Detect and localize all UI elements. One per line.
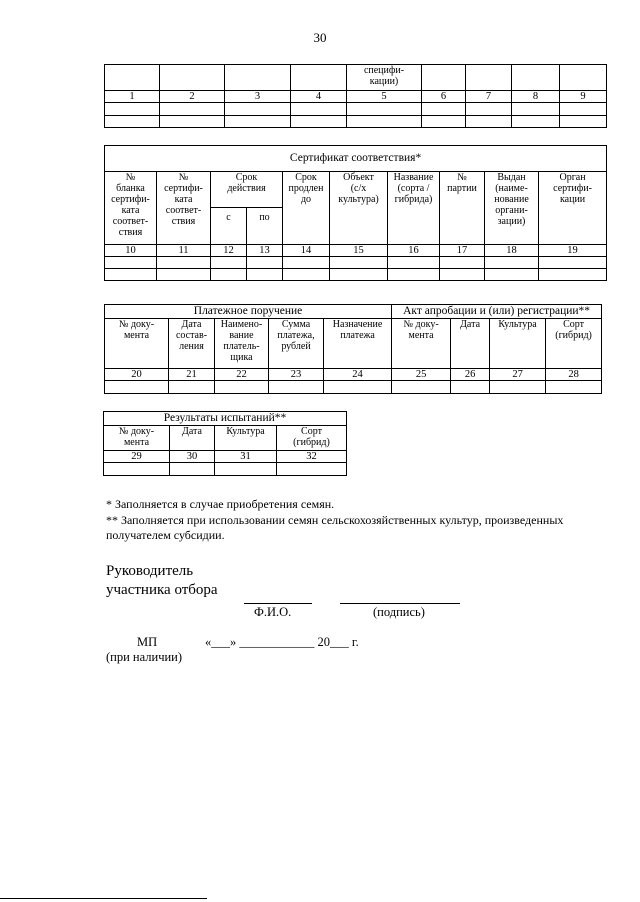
- fio-label: Ф.И.О.: [254, 605, 292, 619]
- col-number: 13: [247, 245, 283, 257]
- col-number: 2: [160, 91, 225, 103]
- fio-underline: [244, 603, 312, 604]
- header-specification-tail: специфи- кации): [347, 65, 422, 91]
- table-test-results: [103, 411, 347, 476]
- header-certificate-number: № сертифи- ката соответ- ствия: [157, 172, 211, 245]
- col-number: 21: [169, 369, 215, 381]
- table-certificate: [104, 145, 607, 281]
- header-test-crop: Культура: [215, 426, 277, 451]
- page-bottom-rule: [0, 898, 207, 899]
- col-number: 19: [539, 245, 607, 257]
- table-row: [105, 257, 607, 269]
- table-row: [105, 116, 607, 128]
- header-test-doc-number: № доку- мента: [104, 426, 170, 451]
- table-row: [104, 463, 347, 476]
- header-validity-from: с: [211, 208, 247, 245]
- header-act-doc-number: № доку- мента: [392, 319, 451, 369]
- header-object: Объект (с/х культура): [330, 172, 388, 245]
- col-number: 11: [157, 245, 211, 257]
- signature-title-line1: Руководитель: [106, 563, 194, 579]
- stamp-note: (при наличии): [106, 650, 183, 664]
- col-number: 20: [105, 369, 169, 381]
- col-number: 14: [283, 245, 330, 257]
- header-act-crop: Культура: [490, 319, 546, 369]
- certificate-table-title: Сертификат соответствия*: [105, 146, 607, 172]
- col-number: 15: [330, 245, 388, 257]
- col-number: 27: [490, 369, 546, 381]
- header-validity-period: Срок действия: [211, 172, 283, 208]
- header-payer-name: Наимено- вание платель- щика: [215, 319, 269, 369]
- col-number: 8: [512, 91, 560, 103]
- header-blank-number: № бланка сертифи- ката соответ- ствия: [105, 172, 157, 245]
- col-number: 5: [347, 91, 422, 103]
- col-number: 32: [277, 451, 347, 463]
- col-number: 18: [485, 245, 539, 257]
- col-number: 25: [392, 369, 451, 381]
- signature-underline: [340, 603, 460, 604]
- header-payment-amount: Сумма платежа, рублей: [269, 319, 324, 369]
- col-number: 3: [225, 91, 291, 103]
- col-number: 9: [560, 91, 607, 103]
- col-number: 7: [466, 91, 512, 103]
- header-act-variety: Сорт (гибрид): [546, 319, 602, 369]
- table-row: [105, 269, 607, 281]
- col-number: 28: [546, 369, 602, 381]
- col-number: 30: [170, 451, 215, 463]
- col-number: 26: [451, 369, 490, 381]
- col-number: 1: [105, 91, 160, 103]
- col-number: 12: [211, 245, 247, 257]
- table-row: [105, 381, 602, 394]
- col-number: 10: [105, 245, 157, 257]
- col-number: 29: [104, 451, 170, 463]
- date-line: «___» ____________ 20___ г.: [205, 635, 359, 649]
- header-issued-by: Выдан (наиме- нование органи- зации): [485, 172, 539, 245]
- table-payment-and-approbation: [104, 304, 602, 394]
- header-payment-date: Дата состав- ления: [169, 319, 215, 369]
- signature-label: (подпись): [373, 605, 425, 619]
- footnote-single-asterisk: * Заполняется в случае приобретения семян.: [106, 497, 335, 511]
- payment-order-title: Платежное поручение: [105, 305, 392, 319]
- approbation-act-title: Акт апробации и (или) регистрации**: [392, 305, 602, 319]
- header-payment-purpose: Назначение платежа: [324, 319, 392, 369]
- col-number: 4: [291, 91, 347, 103]
- header-act-date: Дата: [451, 319, 490, 369]
- header-test-variety: Сорт (гибрид): [277, 426, 347, 451]
- col-number: 6: [422, 91, 466, 103]
- col-number: 17: [440, 245, 485, 257]
- header-payment-doc-number: № доку- мента: [105, 319, 169, 369]
- header-extended-until: Срок продлен до: [283, 172, 330, 245]
- stamp-label: МП: [137, 635, 158, 649]
- page-number: 30: [313, 30, 327, 45]
- footnote-double-asterisk: ** Заполняется при использовании семян сельскохозяйственных культур, произведенных получателем субсидии.: [106, 513, 564, 542]
- table-row: [105, 103, 607, 116]
- header-validity-to: по: [247, 208, 283, 245]
- col-number: 31: [215, 451, 277, 463]
- header-test-date: Дата: [170, 426, 215, 451]
- col-number: 24: [324, 369, 392, 381]
- header-certification-body: Орган сертифи- кации: [539, 172, 607, 245]
- col-number: 22: [215, 369, 269, 381]
- col-number: 23: [269, 369, 324, 381]
- table-specification-continuation: [104, 64, 607, 128]
- col-number: 16: [388, 245, 440, 257]
- test-results-title: Результаты испытаний**: [104, 412, 347, 426]
- signature-title-line2: участника отбора: [106, 582, 218, 598]
- header-variety-name: Название (сорта / гибрида): [388, 172, 440, 245]
- header-batch-number: № партии: [440, 172, 485, 245]
